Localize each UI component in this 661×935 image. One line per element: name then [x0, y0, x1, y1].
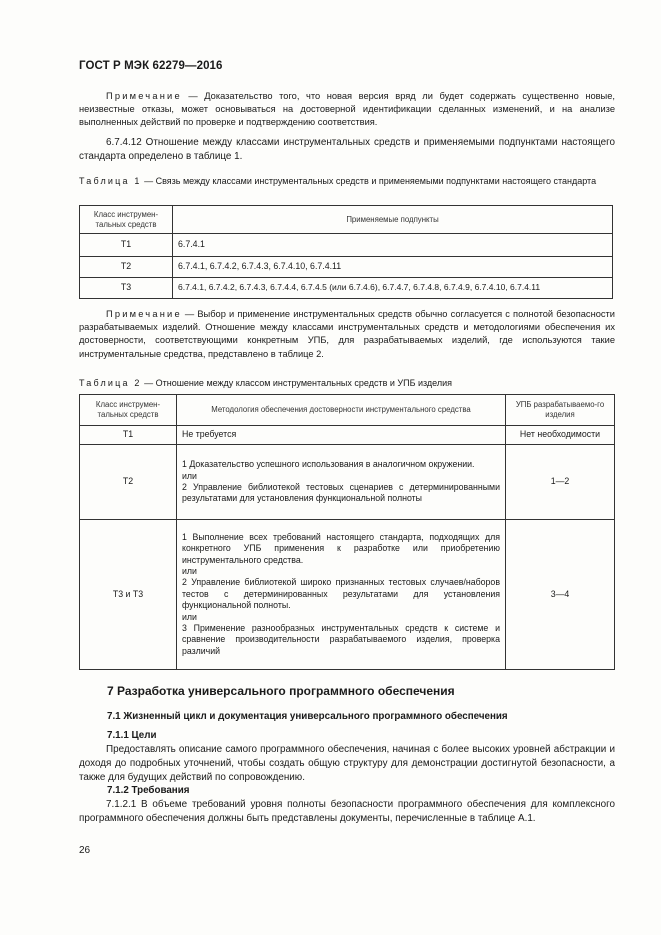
table-1-col1-header: Класс инструмен-тальных средств: [80, 206, 173, 234]
method-item: 2 Управление библиотекой тестовых сценариев с детерминированными результатами для установления функциональной полноты: [182, 482, 500, 504]
table-2-caption-text: — Отношение между классом инструментальных средств и УПБ изделия: [141, 378, 453, 388]
table-row: [80, 520, 615, 670]
note-2-text: — Выбор и применение инструментальных средств обычно согласуется с полнотой безопасности разрабатываемых изделий. Отношение между классами инструментальных средств и методологиями обеспечения их достоверности, соответствующими конкретным УПБ, для разрабатываемых изделий, где используются такие инструментальные средства, представлено в таблице 2.: [79, 309, 615, 359]
table-2: [79, 394, 615, 670]
table-2-caption-label: Таблица 2: [79, 378, 142, 388]
table-1-col2-header: Применяемые подпункты: [173, 206, 613, 234]
table-2-col1-header: Класс инструмен-тальных средств: [80, 395, 177, 426]
table-row: [80, 278, 613, 299]
table-row: [80, 426, 615, 445]
table-1: [79, 205, 613, 299]
table-2-header-row: [80, 395, 615, 426]
table-2-method-cell: Не требуется: [177, 426, 506, 445]
table-row: [80, 257, 613, 278]
table-1-class-cell: T1: [80, 234, 173, 257]
method-or: или: [182, 470, 197, 481]
note-1: [79, 90, 615, 130]
table-2-sil-cell: 3—4: [506, 520, 615, 670]
method-or: или: [182, 611, 197, 622]
table-1-caption: [79, 175, 615, 187]
note-1-text: — Доказательство того, что новая версия вряд ли будет содержать существенно новые, неизвестные отказы, может основываться на достоверной идентификации сделанных изменений, и на анализе выполненных действий по проверке и подтверждению соответствия.: [79, 91, 615, 128]
table-1-class-cell: T3: [80, 278, 173, 299]
page-number: 26: [79, 845, 91, 856]
note-2: [79, 308, 615, 361]
paragraph-6-7-4-12: 6.7.4.12 Отношение между классами инструментальных средств и применяемыми подпунктами настоящего стандарта определено в таблице 1.: [79, 137, 615, 162]
table-1-items-cell: 6.7.4.1, 6.7.4.2, 6.7.4.3, 6.7.4.4, 6.7.4.5 (или 6.7.4.6), 6.7.4.7, 6.7.4.8, 6.7.4.9, 6.7.4.10, 6.7.4.11: [173, 278, 613, 299]
table-2-method-cell: [177, 520, 506, 670]
method-or: или: [182, 565, 197, 576]
method-item: 2 Управление библиотекой широко признанных тестовых случаев/наборов тестов с детерминированных результатами для установления функциональной полноты.: [182, 577, 500, 611]
section-7-1-2-heading: 7.1.2 Требования: [107, 785, 190, 796]
section-7-1-2-text: 7.1.2.1 В объеме требований уровня полноты безопасности программного обеспечения для комплексного программного обеспечения должны быть представлены документы, перечисленные в таблице А.1.: [79, 799, 615, 824]
table-2-caption: [79, 377, 615, 389]
table-2-class-cell: T2: [80, 445, 177, 520]
table-1-caption-label: Таблица 1: [79, 176, 142, 186]
table-2-method-cell: [177, 445, 506, 520]
table-2-sil-cell: 1—2: [506, 445, 615, 520]
table-2-col2-header: Методология обеспечения достоверности инструментального средства: [177, 395, 506, 426]
section-7-1-1-heading: 7.1.1 Цели: [107, 730, 157, 741]
table-1-caption-text: — Связь между классами инструментальных средств и применяемыми подпунктами настоящего стандарта: [141, 176, 597, 186]
table-1-items-cell: 6.7.4.1: [173, 234, 613, 257]
table-row: [80, 234, 613, 257]
table-2-class-cell: T3 и T3: [80, 520, 177, 670]
method-item: 1 Выполнение всех требований настоящего стандарта, подходящих для конкретного УПБ применения к разработке или приобретению инструментального средства.: [182, 531, 500, 565]
table-1-class-cell: T2: [80, 257, 173, 278]
method-item: 3 Применение разнообразных инструментальных средств к системе и сравнение производительности разрабатываемого изделия, проверка различий: [182, 623, 500, 656]
table-1-header-row: [80, 206, 613, 234]
document-header: ГОСТ Р МЭК 62279—2016: [79, 60, 223, 72]
table-2-class-cell: T1: [80, 426, 177, 445]
note-1-label: Примечание: [106, 91, 182, 101]
section-7-heading: 7 Разработка универсального программного обеспечения: [107, 684, 455, 698]
table-2-sil-cell: Нет необходимости: [506, 426, 615, 445]
method-item: 1 Доказательство успешного использования в аналогичном окружении.: [182, 459, 475, 470]
section-7-1-1-text: Предоставлять описание самого программного обеспечения, начиная с более высоких уровней абстракции и доходя до подробных уточнений, чтобы создать общую структуру для демонстрации достигнутой безопасности, а также для будущих действий по сопровождению.: [79, 744, 615, 783]
table-2-col3-header: УПБ разрабатываемо-го изделия: [506, 395, 615, 426]
table-row: [80, 445, 615, 520]
note-2-label: Примечание: [106, 309, 182, 319]
table-1-items-cell: 6.7.4.1, 6.7.4.2, 6.7.4.3, 6.7.4.10, 6.7.4.11: [173, 257, 613, 278]
section-7-1-heading: 7.1 Жизненный цикл и документация универсального программного обеспечения: [107, 711, 508, 722]
